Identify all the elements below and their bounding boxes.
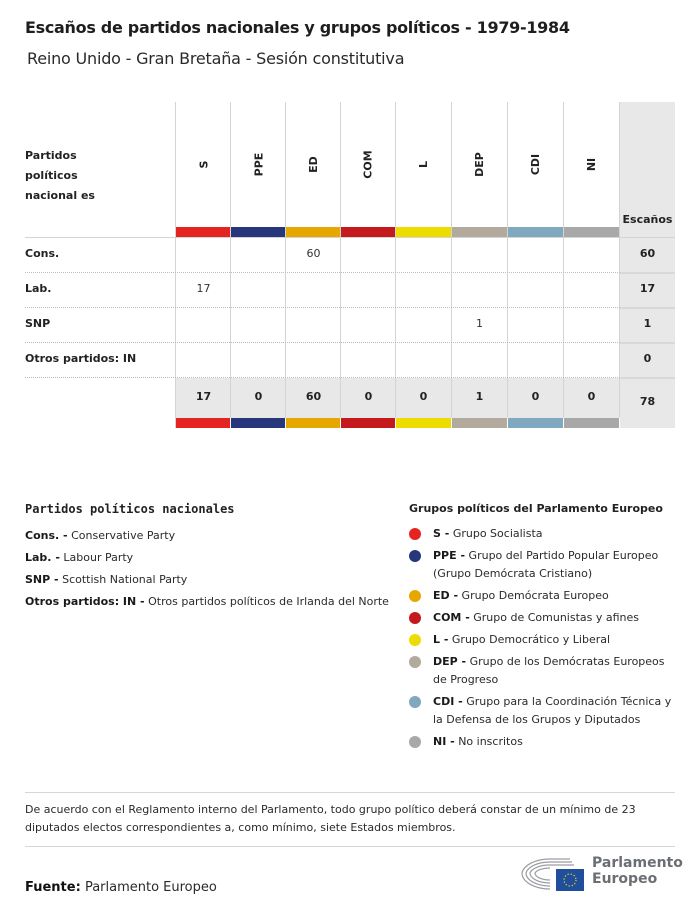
- legend-item: L - Grupo Democrático y Liberal: [409, 631, 679, 649]
- color-bar-com: [341, 227, 395, 237]
- color-dot-icon: [409, 612, 421, 624]
- column-total-ed: 60: [305, 390, 322, 403]
- row-divider: [25, 342, 620, 343]
- legend-item: Otros partidos: IN - Otros partidos políticos de Irlanda del Norte: [25, 595, 389, 608]
- legend-item: Lab. - Labour Party: [25, 551, 134, 564]
- logo-text: Parlamento Europeo: [592, 855, 683, 887]
- footnote: De acuerdo con el Reglamento interno del Parlamento, todo grupo político deberá constar de un mínimo de 23 diputados electos correspondientes a, como mínimo, siete Estados miembros.: [25, 803, 636, 834]
- color-dot-icon: [409, 656, 421, 668]
- color-dot-icon: [409, 634, 421, 646]
- color-bar-l: [396, 418, 451, 428]
- legend-title: Partidos políticos nacionales: [25, 502, 235, 516]
- divider: [25, 792, 675, 793]
- political-groups-legend: [409, 502, 679, 755]
- col-header-cdi: CDI: [528, 153, 542, 176]
- escanos-column-bg: [620, 102, 675, 428]
- hemicycle-flag-icon: [520, 855, 586, 893]
- source-line: Fuente: Parlamento Europeo: [25, 880, 217, 895]
- color-bar-ed: [286, 227, 340, 237]
- color-bar-ni: [564, 418, 619, 428]
- legend-item: COM - Grupo de Comunistas y afines: [409, 609, 679, 627]
- column-total-com: 0: [364, 390, 373, 403]
- color-bar-cdi: [508, 418, 563, 428]
- row-divider: [620, 272, 675, 274]
- column-total-ni: 0: [587, 390, 596, 403]
- column-total-dep: 1: [475, 390, 484, 403]
- color-dot-icon: [409, 550, 421, 562]
- row-total: 0: [643, 352, 652, 365]
- row-label-snp: SNP: [25, 317, 51, 330]
- col-header-com: COM: [362, 150, 375, 179]
- col-header-s: S: [197, 160, 210, 169]
- color-bar-dep: [452, 227, 507, 237]
- grand-total: 78: [639, 395, 656, 408]
- color-bar-ed: [286, 418, 340, 428]
- header-divider: [25, 237, 675, 238]
- color-bar-ppe: [231, 227, 285, 237]
- color-bar-s: [176, 418, 230, 428]
- legend-item: CDI - Grupo para la Coordinación Técnica y la Defensa de los Grupos y Diputados: [409, 693, 679, 729]
- row-divider: [25, 272, 620, 273]
- col-header-dep: DEP: [473, 152, 486, 177]
- legend-title: Grupos políticos del Parlamento Europeo: [409, 502, 663, 515]
- row-label-lab: Lab.: [25, 282, 52, 295]
- color-bar-com: [341, 418, 395, 428]
- col-header-ppe: PPE: [251, 152, 265, 177]
- national-parties-legend: [25, 502, 389, 613]
- parlamento-europeo-logo: [520, 855, 683, 895]
- color-bar-dep: [452, 418, 507, 428]
- col-header-escanos: Escaños: [622, 213, 673, 226]
- column-total-ppe: 0: [254, 390, 263, 403]
- row-divider: [25, 307, 620, 308]
- color-bar-ni: [564, 227, 619, 237]
- grid-line: [619, 102, 620, 418]
- legend-item: ED - Grupo Demócrata Europeo: [409, 587, 679, 605]
- color-bar-cdi: [508, 227, 563, 237]
- table-cell: 17: [196, 282, 211, 295]
- legend-item: DEP - Grupo de los Demócratas Europeos de Progreso: [409, 653, 679, 689]
- page-subtitle: Reino Unido - Gran Bretaña - Sesión constitutiva: [27, 49, 405, 68]
- table-cell: 1: [476, 317, 483, 330]
- row-header: Partidos políticos nacional es: [25, 149, 95, 202]
- row-divider: [620, 307, 675, 309]
- row-divider: [25, 377, 620, 378]
- column-total-s: 17: [195, 390, 212, 403]
- col-header-ni: NI: [585, 157, 598, 172]
- row-label-cons: Cons.: [25, 247, 60, 260]
- color-dot-icon: [409, 528, 421, 540]
- row-divider: [620, 377, 675, 379]
- column-total-l: 0: [419, 390, 428, 403]
- legend-item: SNP - Scottish National Party: [25, 573, 188, 586]
- table-cell: 60: [306, 247, 321, 260]
- row-total: 1: [643, 317, 652, 330]
- color-dot-icon: [409, 696, 421, 708]
- color-dot-icon: [409, 736, 421, 748]
- color-dot-icon: [409, 590, 421, 602]
- divider: [25, 846, 675, 847]
- column-total-cdi: 0: [531, 390, 540, 403]
- legend-item: S - Grupo Socialista: [409, 525, 679, 543]
- col-header-l: L: [416, 160, 430, 169]
- seats-table: [25, 102, 675, 428]
- col-header-ed: ED: [307, 156, 320, 173]
- color-bar-ppe: [231, 418, 285, 428]
- row-total: 17: [639, 282, 656, 295]
- row-label-otros: Otros partidos: IN: [25, 352, 137, 365]
- legend-item: PPE - Grupo del Partido Popular Europeo (Grupo Demócrata Cristiano): [409, 547, 679, 583]
- page-title: Escaños de partidos nacionales y grupos políticos - 1979-1984: [25, 18, 570, 37]
- legend-item: Cons. - Conservative Party: [25, 529, 176, 542]
- legend-item: NI - No inscritos: [409, 733, 679, 751]
- color-bar-s: [176, 227, 230, 237]
- row-total: 60: [639, 247, 656, 260]
- row-divider: [620, 342, 675, 344]
- color-bar-l: [396, 227, 451, 237]
